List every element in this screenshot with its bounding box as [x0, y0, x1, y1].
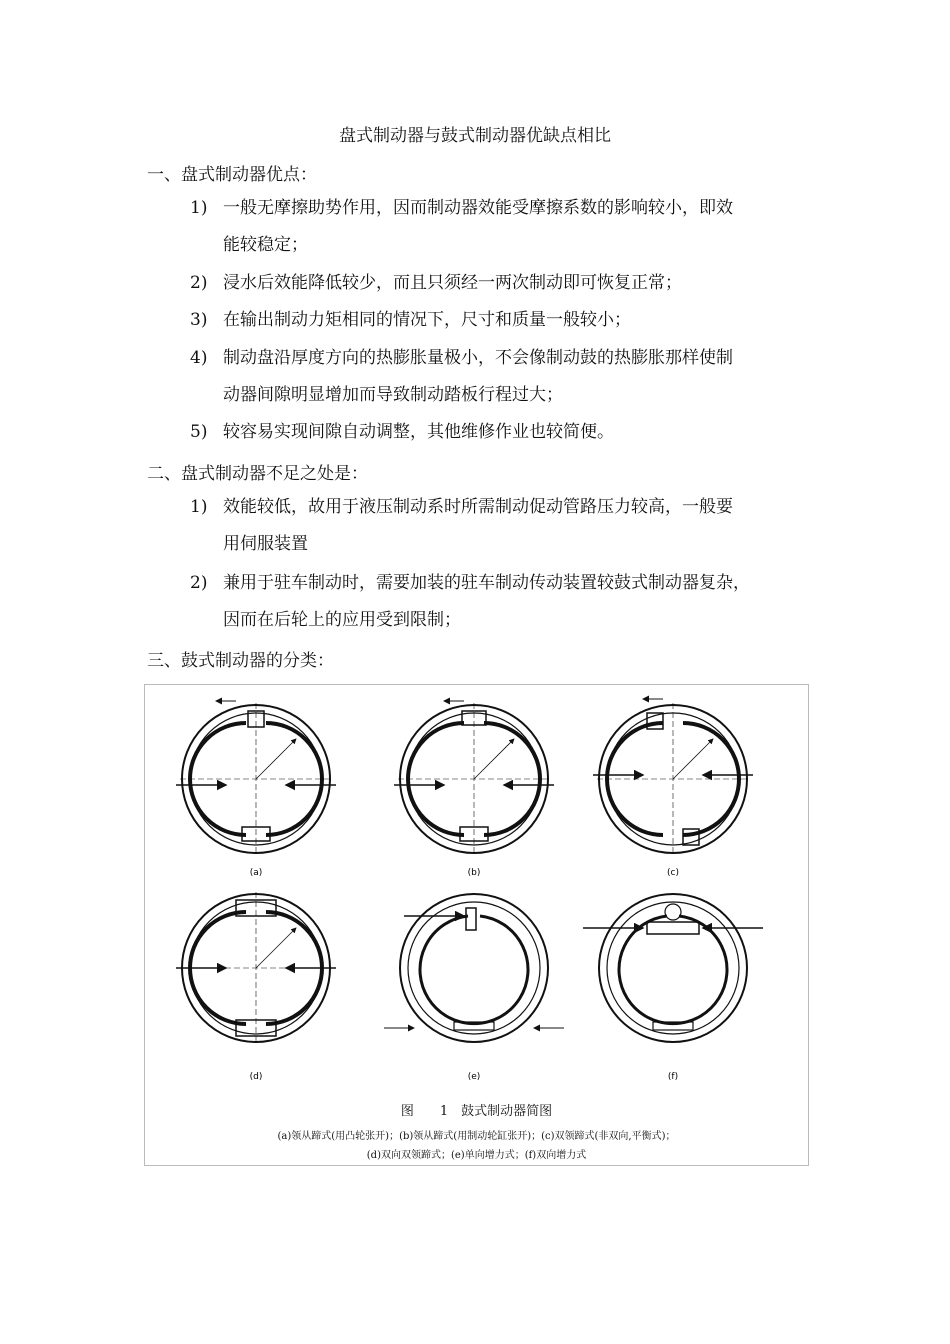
sub-label-c: (c) — [667, 868, 679, 878]
item-number: 2) — [190, 573, 208, 593]
figure-legend-line-2: (d)双向双领蹄式；(e)单向增力式；(f)双向增力式 — [366, 1150, 587, 1161]
item-text: 效能较低，故用于液压制动系时所需制动促动管路压力较高，一般要 用伺服装置 — [223, 497, 733, 554]
section-1-heading: 一、盘式制动器优点： — [147, 165, 317, 185]
item-text: 兼用于驻车制动时，需要加装的驻车制动传动装置较鼓式制动器复杂， 因而在后轮上的应用受到限制； — [223, 573, 750, 630]
section-3-heading: 三、鼓式制动器的分类： — [147, 651, 334, 671]
item-number: 1) — [190, 497, 208, 517]
diagram-e — [384, 894, 564, 1042]
sub-label-a: (a) — [249, 868, 263, 878]
figure-legend-line-1: (a)领从蹄式(用凸轮张开)；(b)领从蹄式(用制动轮缸张开)；(c)双领蹄式(非双向,平衡式)； — [277, 1131, 676, 1142]
figure-caption: 图 1 鼓式制动器简图 — [400, 1104, 553, 1119]
item-text: 浸水后效能降低较少，而且只须经一两次制动即可恢复正常； — [223, 273, 682, 293]
item-number: 1) — [190, 198, 208, 218]
item-number: 4) — [190, 348, 208, 368]
sub-label-e: (e) — [467, 1072, 481, 1082]
item-number: 5) — [190, 422, 208, 442]
diagram-d — [176, 892, 336, 1044]
sub-label-b: (b) — [467, 868, 481, 878]
sub-label-f: (f) — [667, 1072, 679, 1082]
item-number: 3) — [190, 310, 208, 330]
diagram-a — [176, 701, 336, 855]
diagram-c — [593, 699, 753, 855]
figure-drawing — [145, 685, 808, 1165]
section-2-heading: 二、盘式制动器不足之处是： — [147, 464, 368, 484]
item-text: 一般无摩擦助势作用，因而制动器效能受摩擦系数的影响较小，即效 能较稳定； — [223, 198, 733, 255]
drum-brake-figure — [144, 684, 809, 1166]
document-title: 盘式制动器与鼓式制动器优缺点相比 — [339, 126, 611, 146]
item-text: 制动盘沿厚度方向的热膨胀量极小，不会像制动鼓的热膨胀那样使制 动器间隙明显增加而导致制动踏板行程过大； — [223, 348, 733, 405]
item-text: 在输出制动力矩相同的情况下，尺寸和质量一般较小； — [223, 310, 631, 330]
item-number: 2) — [190, 273, 208, 293]
diagram-f — [583, 894, 763, 1042]
diagram-b — [394, 701, 554, 855]
item-text: 较容易实现间隙自动调整，其他维修作业也较简便。 — [223, 422, 614, 442]
sub-label-d: (d) — [249, 1072, 263, 1082]
